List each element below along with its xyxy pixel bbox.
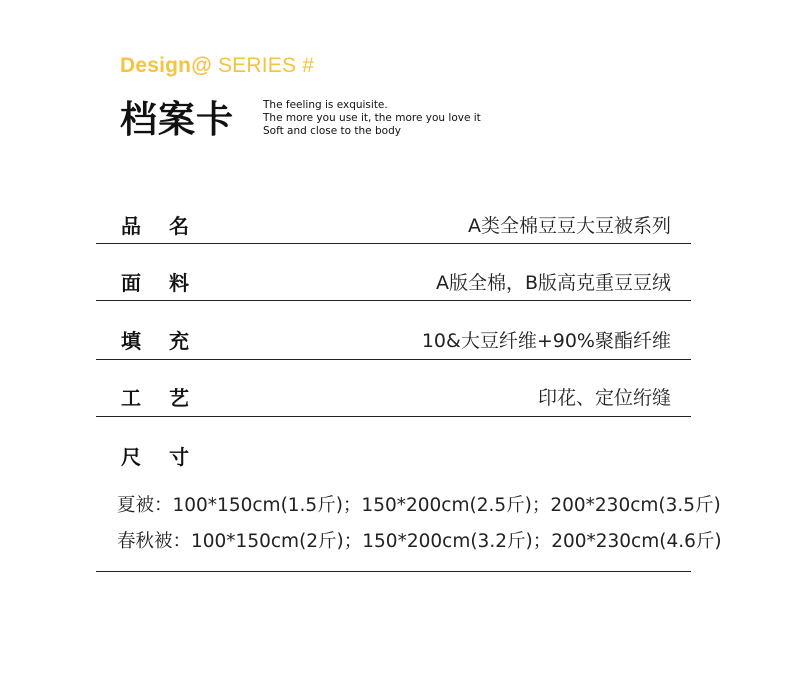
size-line-spring-autumn: 春秋被：100*150cm(2斤)；150*200cm(3.2斤)；200*230cm(4.6斤) [117,531,722,552]
series-word: SERIES [217,54,297,77]
spec-value: 10&大豆纤维+90%聚酯纤维 [421,330,671,352]
spec-value: A版全棉，B版高克重豆豆绒 [435,272,671,294]
spec-label: 面 料 [121,271,189,295]
spec-row-craft [96,373,691,417]
series-hash: # [302,54,315,77]
spec-label: 品 名 [121,214,189,238]
spec-row-filling [96,316,691,360]
spec-label: 尺 寸 [121,445,189,469]
spec-value: 印花、定位绗缝 [537,387,671,409]
tagline [263,99,481,138]
tagline-line: The feeling is exquisite. [263,99,388,111]
series-brand: Design@ [120,54,212,77]
size-line-summer: 夏被：100*150cm(1.5斤)；150*200cm(2.5斤)；200*230cm(3.5斤) [117,495,721,516]
tagline-line: Soft and close to the body [263,125,401,137]
spec-label: 填 充 [121,329,189,353]
page-title: 档案卡 [120,98,234,141]
spec-label: 工 艺 [121,386,189,410]
spec-value: A类全棉豆豆大豆被系列 [468,215,671,237]
series-heading [120,54,314,78]
tagline-line: The more you use it, the more you love it [263,112,481,124]
spec-row-fabric [96,258,691,301]
spec-row-name [96,200,691,244]
